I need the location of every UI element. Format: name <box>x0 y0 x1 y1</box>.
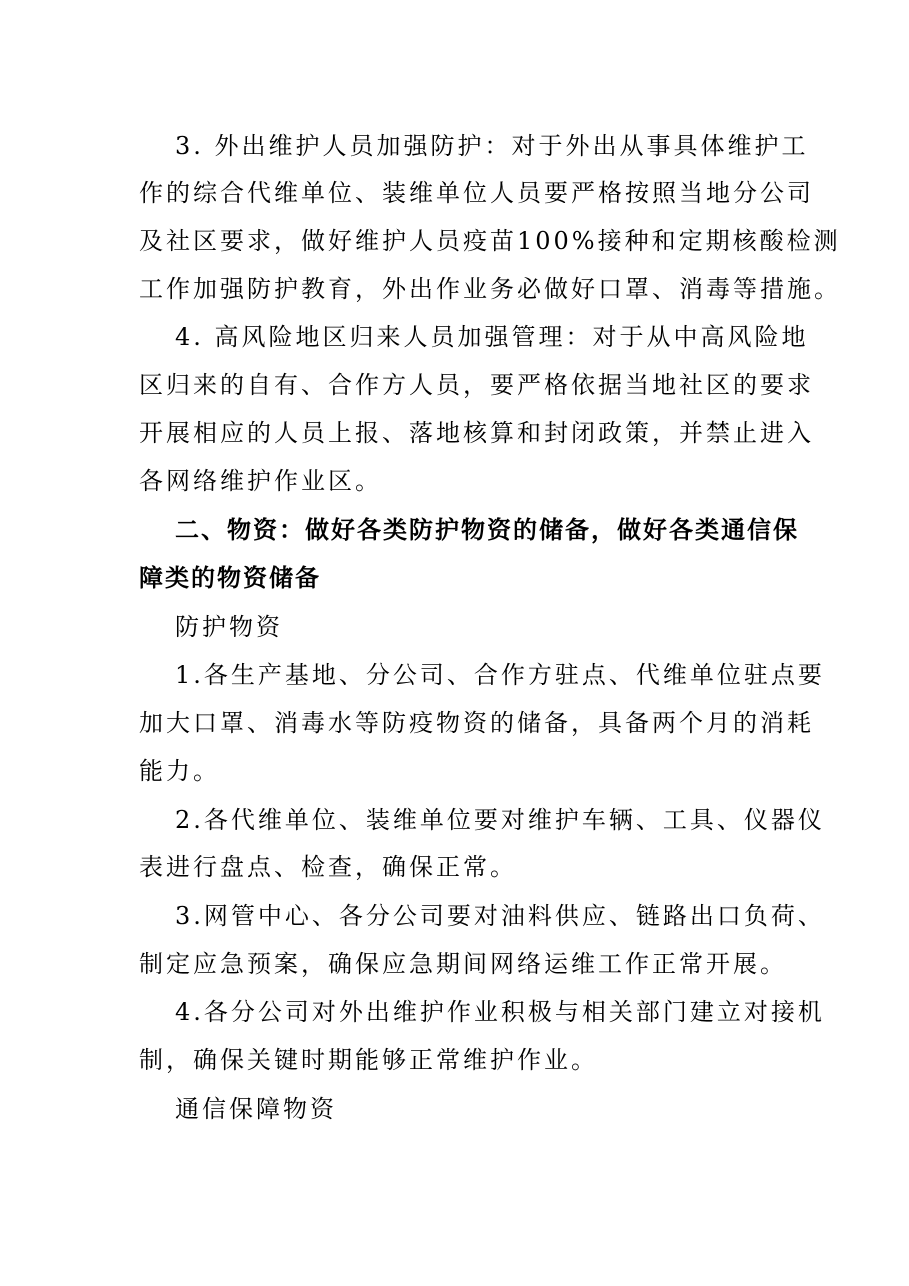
item-1-line-1: 1.各生产基地、分公司、合作方驻点、代维单位驻点要 <box>175 661 825 689</box>
item-1-line-3: 能力。 <box>139 757 220 785</box>
section-heading-2-line-2: 障类的物资储备 <box>139 563 321 592</box>
paragraph-4-line-1: 4. 高风险地区归来人员加强管理：对于从中高风险地 <box>175 323 809 351</box>
item-4-line-1: 4.各分公司对外出维护作业积极与相关部门建立对接机 <box>175 998 825 1026</box>
subheading-communication-supplies: 通信保障物资 <box>175 1095 337 1123</box>
paragraph-4-line-3: 开展相应的人员上报、落地核算和封闭政策，并禁止进入 <box>139 419 814 447</box>
paragraph-3-line-1: 3. 外出维护人员加强防护：对于外出从事具体维护工 <box>175 132 809 160</box>
item-2-line-2: 表进行盘点、检查，确保正常。 <box>139 853 517 881</box>
subheading-protective-supplies: 防护物资 <box>175 613 283 641</box>
item-3-line-1: 3.网管中心、各分公司要对油料供应、链路出口负荷、 <box>175 902 825 930</box>
paragraph-4-line-4: 各网络维护作业区。 <box>139 467 382 495</box>
section-heading-2-line-1: 二、物资：做好各类防护物资的储备，做好各类通信保 <box>175 515 799 544</box>
paragraph-3-line-2: 作的综合代维单位、装维单位人员要严格按照当地分公司 <box>139 179 814 207</box>
item-2-line-1: 2.各代维单位、装维单位要对维护车辆、工具、仪器仪 <box>175 806 825 834</box>
item-3-line-2: 制定应急预案，确保应急期间网络运维工作正常开展。 <box>139 950 787 978</box>
item-1-line-2: 加大口罩、消毒水等防疫物资的储备，具备两个月的消耗 <box>139 709 814 737</box>
paragraph-4-line-2: 区归来的自有、合作方人员，要严格依据当地社区的要求 <box>139 371 814 399</box>
item-4-line-2: 制，确保关键时期能够正常维护作业。 <box>139 1046 598 1074</box>
paragraph-3-line-3: 及社区要求，做好维护人员疫苗100%接种和定期核酸检测 <box>139 227 841 255</box>
paragraph-3-line-4: 工作加强防护教育，外出作业务必做好口罩、消毒等措施。 <box>139 275 841 303</box>
